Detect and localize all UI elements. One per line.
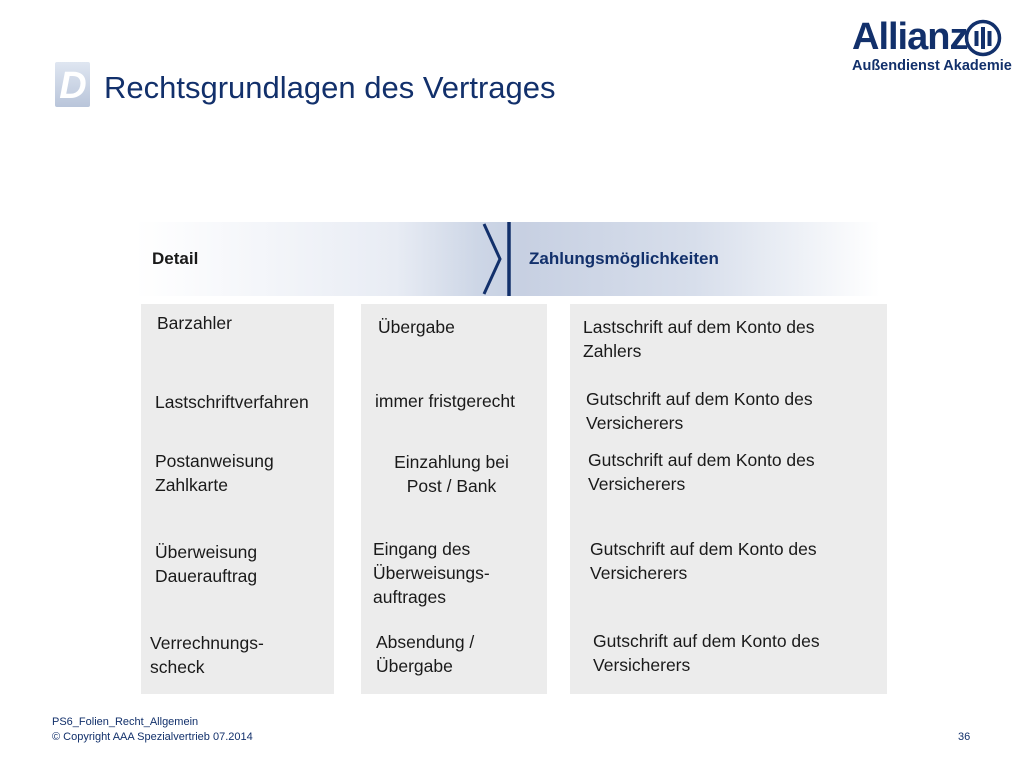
- cell-gutschrift-1: Gutschrift auf dem Konto des Versicherers: [586, 389, 813, 433]
- cell-eingang-ueberweisungsauftrag: Eingang des Überweisungs- auftrages: [373, 539, 490, 607]
- cell-gutschrift-2: Gutschrift auf dem Konto des Versicherers: [588, 450, 815, 494]
- cell-immer-fristgerecht: immer fristgerecht: [375, 391, 516, 411]
- cell-lastschrift-zahler: Lastschrift auf dem Konto des Zahlers: [583, 317, 815, 361]
- footer-copyright: © Copyright AAA Spezialvertrieb 07.2014: [52, 731, 253, 743]
- cell-absendung: Absendung / Übergabe: [376, 632, 475, 676]
- logo-wordmark: Allianz: [852, 16, 968, 58]
- cell-postanweisung: Postanweisung Zahlkarte: [155, 451, 274, 495]
- band-label-detail: Detail: [152, 249, 199, 268]
- footer-filename: PS6_Folien_Recht_Allgemein: [52, 716, 199, 728]
- cell-uebergabe: Übergabe: [378, 317, 455, 337]
- section-letter: D: [59, 65, 86, 107]
- allianz-eagle-icon: [964, 19, 1002, 57]
- cell-barzahler: Barzahler: [157, 313, 232, 333]
- cell-einzahlung: Einzahlung bei Post / Bank: [394, 452, 509, 496]
- cell-verrechnungsscheck: Verrechnungs- scheck: [150, 633, 264, 677]
- page-number: 36: [958, 731, 971, 743]
- cell-gutschrift-3: Gutschrift auf dem Konto des Versicherers: [590, 539, 817, 583]
- section-badge: [55, 62, 90, 107]
- page-title: Rechtsgrundlagen des Vertrages: [104, 70, 556, 105]
- band-label-zahlungsmoeglichkeiten: Zahlungsmöglichkeiten: [529, 249, 719, 268]
- cell-ueberweisung: Überweisung Dauerauftrag: [155, 542, 258, 586]
- cell-lastschriftverfahren: Lastschriftverfahren: [155, 392, 309, 412]
- cell-gutschrift-4: Gutschrift auf dem Konto des Versicherers: [593, 631, 820, 675]
- chevron-right-icon: [478, 220, 518, 298]
- logo-subtitle: Außendienst Akademie: [852, 58, 1012, 74]
